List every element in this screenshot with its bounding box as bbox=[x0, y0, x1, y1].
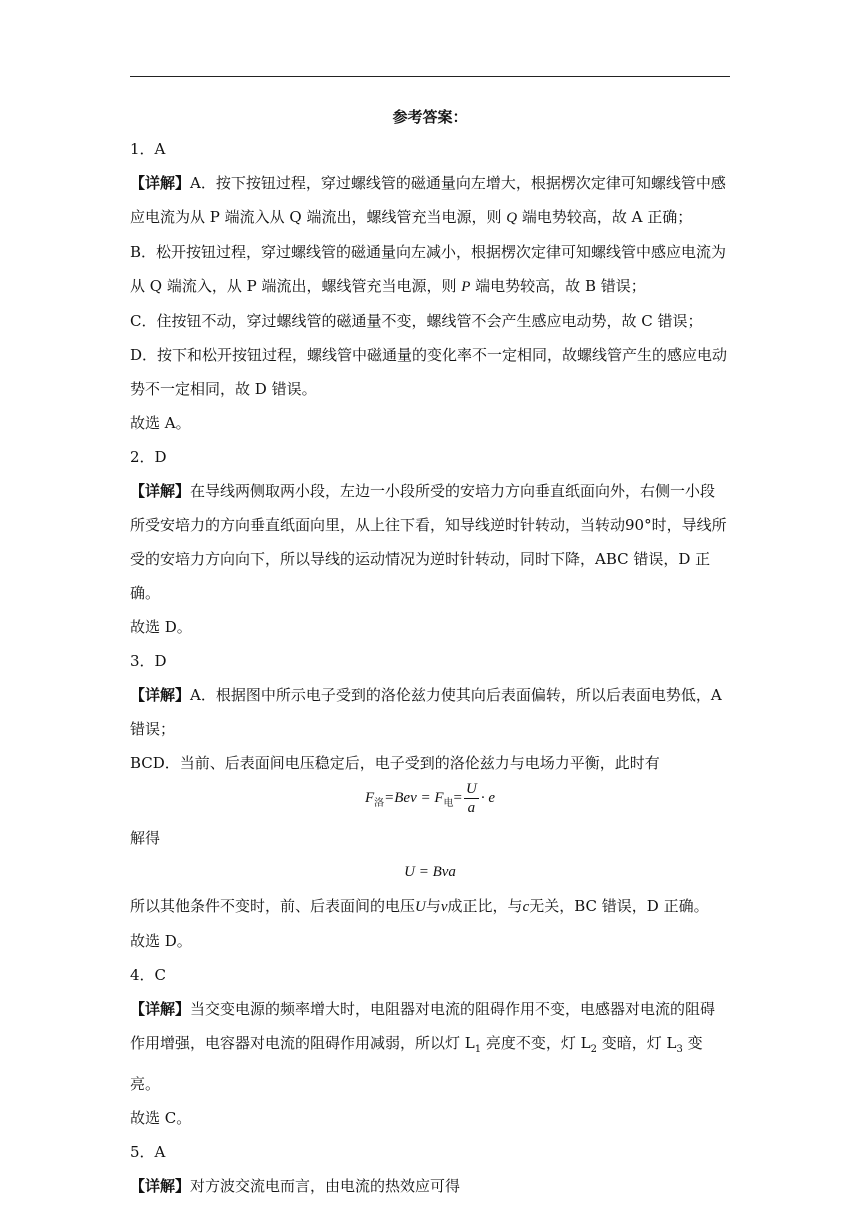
angle-90: 90° bbox=[625, 516, 652, 534]
answer-2-conclusion: 故选 D。 bbox=[130, 618, 192, 636]
answer-5-number: 5．A bbox=[130, 1142, 166, 1161]
answer-2-text: 在导线两侧取两小段，左边一小段所受的安培力方向垂直纸面向外，右侧一小段所受安培力的方向垂直纸面向里，从上往下看，知导线逆时针转动，当转动 bbox=[130, 482, 716, 534]
answer-3-conclusion: 故选 D。 bbox=[130, 931, 192, 950]
detail-tag: 【详解】 bbox=[130, 482, 191, 500]
answer-1-a-text-end: 端电势较高，故 A 正确； bbox=[517, 208, 693, 226]
answer-1-option-c: C．住按钮不动，穿过螺线管的磁通量不变，螺线管不会产生感应电动势，故 C 错误； bbox=[130, 312, 703, 330]
var-c: c bbox=[522, 898, 530, 915]
answer-4-number: 4．C bbox=[130, 965, 167, 984]
answer-3-solve: 解得 bbox=[130, 828, 161, 847]
equation-force-balance: $F_洛=Bev = F_电=$ $\frac{U}{a}$ · e bbox=[364, 781, 496, 816]
answer-2-detail bbox=[130, 474, 730, 610]
answer-2-text-end: 时，导线所受的安培力方向向下，所以导线的运动情况为逆时针转动，同时下降，ABC 错误，D 正确。 bbox=[130, 516, 727, 602]
var-u: U bbox=[415, 898, 426, 915]
answer-1-option-b bbox=[130, 235, 730, 304]
answer-1-option-d: D．按下和松开按钮过程，螺线管中磁通量的变化率不一定相同，故螺线管产生的感应电动势不一定相同，故 D 错误。 bbox=[130, 346, 728, 398]
detail-tag: 【详解】 bbox=[130, 174, 191, 192]
var-v: v bbox=[440, 898, 448, 915]
subscript-dian: 电 bbox=[443, 797, 454, 809]
header-rule bbox=[130, 76, 730, 77]
answer-document bbox=[130, 102, 730, 1203]
answer-1-b-text: B．松开按钮过程，穿过螺线管的磁通量向左减小，根据楞次定律可知螺线管中感应电流为从 Q 端流入，从 P 端流出，螺线管充当电源，则 bbox=[130, 243, 727, 295]
answer-3-result: 所以其他条件不变时，前、后表面间的电压U与v成正比，与c无关，BC 错误，D 正确。 bbox=[130, 896, 709, 915]
var-p: P bbox=[461, 279, 471, 295]
fraction-u-over-a: $\frac{U}{a}$ bbox=[466, 781, 477, 816]
detail-tag: 【详解】 bbox=[130, 999, 191, 1018]
answer-3-a-text: A．根据图中所示电子受到的洛伦兹力使其向后表面偏转，所以后表面电势低，A 错误； bbox=[130, 686, 722, 738]
equation-voltage: U = Bva bbox=[404, 863, 456, 880]
answer-3-option-bcd: BCD．当前、后表面间电压稳定后，电子受到的洛伦兹力与电场力平衡，此时有 bbox=[130, 754, 660, 772]
detail-tag: 【详解】 bbox=[130, 686, 191, 704]
answer-3-option-a bbox=[130, 678, 730, 746]
answer-1-b-text-end: 端电势较高，故 B 错误； bbox=[470, 277, 646, 295]
answer-1-number: 1．A bbox=[130, 140, 166, 158]
answer-4-detail: 【详解】当交变电源的频率增大时，电阻器对电流的阻碍作用不变，电感器对电流的阻碍作用增强，电容器对电流的阻碍作用减弱，所以灯 $L_1$ 亮度不变，灯 $L_2$ 变暗，灯 $L_3$ 变亮。 bbox=[130, 999, 716, 1093]
subscript-luo: 洛 bbox=[374, 797, 385, 809]
answer-3-number: 3．D bbox=[130, 652, 167, 670]
answer-4-conclusion: 故选 C。 bbox=[130, 1108, 192, 1127]
answer-1-conclusion: 故选 A。 bbox=[130, 414, 191, 432]
answer-1-option-a bbox=[130, 166, 730, 235]
page-title: 参考答案： bbox=[392, 108, 468, 126]
answer-1-a-text: A．按下按钮过程，穿过螺线管的磁通量向左增大，根据楞次定律可知螺线管中感应电流为从 P 端流入从 Q 端流出，螺线管充当电源，则 bbox=[130, 174, 726, 226]
detail-tag: 【详解】 bbox=[130, 1176, 191, 1195]
answer-5-detail: 【详解】对方波交流电而言，由电流的热效应可得 bbox=[130, 1176, 461, 1195]
answer-2-number: 2．D bbox=[130, 448, 167, 466]
var-q: Q bbox=[506, 210, 518, 226]
